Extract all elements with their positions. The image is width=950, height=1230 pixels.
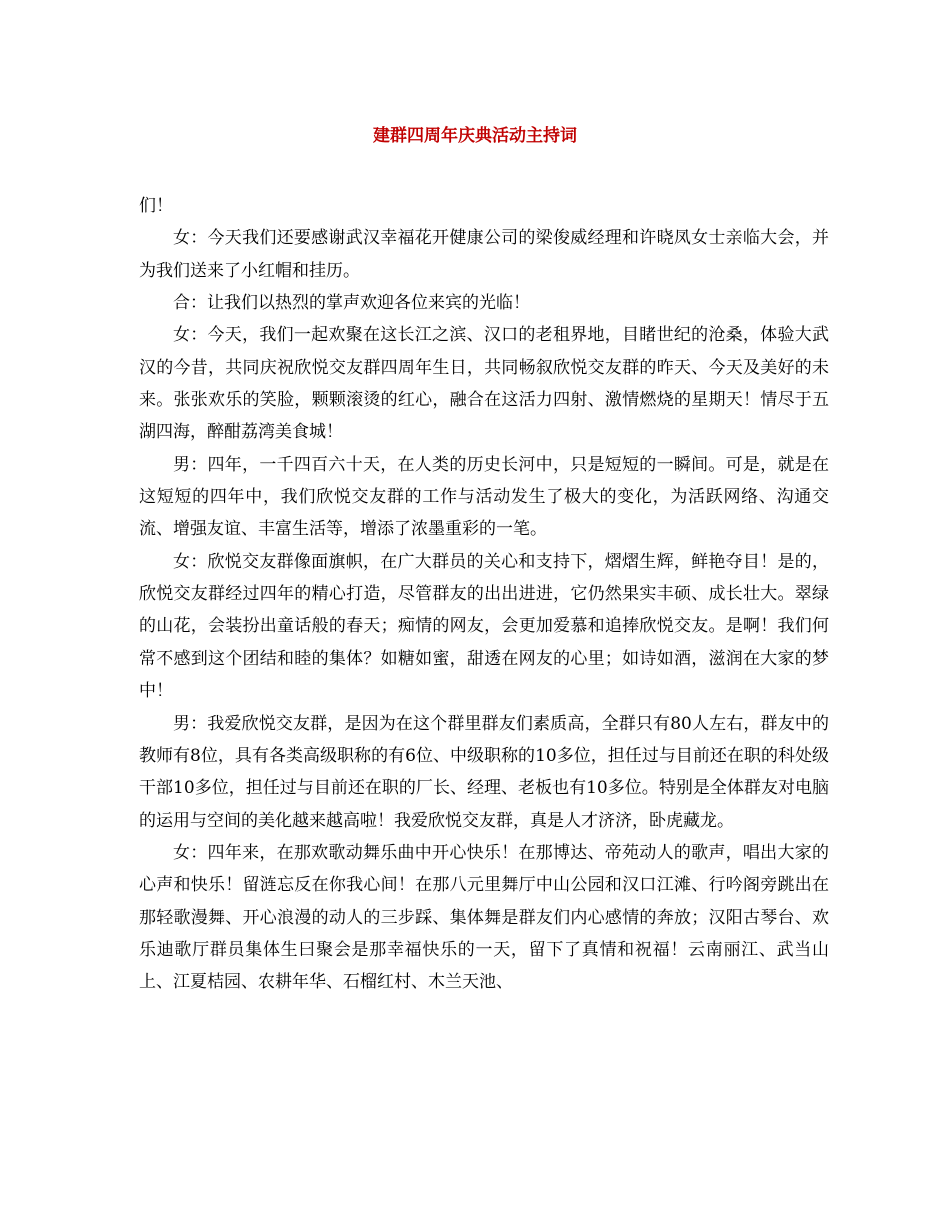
paragraph: 男：四年，一千四百六十天，在人类的历史长河中，只是短短的一瞬间。可是，就是在这短短的四年中，我们欣悦交友群的工作与活动发生了极大的变化，为活跃网络、沟通交流、增强友谊、丰富生活等，增添了浓墨重彩的一笔。 [139,454,829,540]
paragraph: 女：今天，我们一起欢聚在这长江之滨、汉口的老租界地，目睹世纪的沧桑，体验大武汉的今昔，共同庆祝欣悦交友群四周年生日，共同畅叙欣悦交友群的昨天、今天及美好的未来。张张欢乐的笑脸，颗颗滚烫的红心，融合在这活力四射、激情燃烧的星期天！情尽于五湖四海，醉酣荔湾美食城！ [139,325,829,443]
document-title: 建群四周年庆典活动主持词 [373,126,577,146]
paragraph: 合：让我们以热烈的掌声欢迎各位来宾的光临！ [173,293,530,314]
paragraph: 女：欣悦交友群像面旗帜，在广大群员的关心和支持下，熠熠生辉，鲜艳夺目！是的，欣悦交友群经过四年的精心打造，尽管群友的出出进进，它仍然果实丰硕、成长壮大。翠绿的山花，会装扮出童话般的春天；痴情的网友，会更加爱慕和追捧欣悦交友。是啊！我们何常不感到这个团结和睦的集体？如糖如蜜，甜透在网友的心里；如诗如酒，滋润在大家的梦中！ [139,551,829,702]
paragraph-continuation: 们！ [139,196,173,216]
document-body [139,190,829,999]
paragraph: 男：我爱欣悦交友群，是因为在这个群里群友们素质高，全群只有80人左右，群友中的教师有8位，具有各类高级职称的有6位、中级职称的10多位，担任过与目前还在职的科处级干部10多位，担任过与目前还在职的厂长、经理、老板也有10多位。特别是全体群友对电脑的运用与空间的美化越来越高啦！我爱欣悦交友群，真是人才济济，卧虎藏龙。 [139,713,829,831]
paragraph: 女：今天我们还要感谢武汉幸福花开健康公司的梁俊威经理和许晓凤女士亲临大会，并为我们送来了小红帽和挂历。 [139,228,829,281]
paragraph: 女：四年来，在那欢歌动舞乐曲中开心快乐！在那博达、帝苑动人的歌声，唱出大家的心声和快乐！留涟忘反在你我心间！在那八元里舞厅中山公园和汉口江滩、行吟阁旁跳出在那轻歌漫舞、开心浪漫的动人的三步踩、集体舞是群友们内心感情的奔放；汉阳古琴台、欢乐迪歌厅群员集体生曰聚会是那幸福快乐的一天，留下了真情和祝福！云南丽江、武当山上、江夏桔园、农耕年华、石榴红村、木兰天池、 [139,842,829,993]
